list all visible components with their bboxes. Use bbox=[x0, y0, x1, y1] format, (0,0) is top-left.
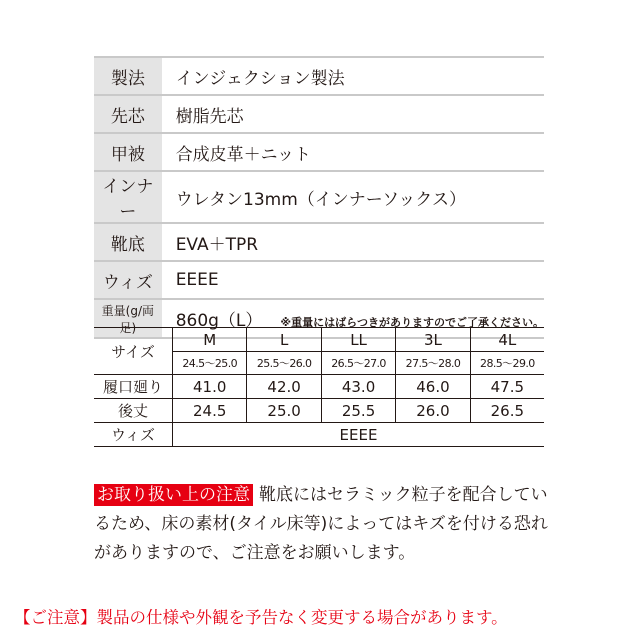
table-cell: 47.5 bbox=[470, 375, 544, 399]
spec-value: 合成皮革＋ニット bbox=[162, 133, 544, 171]
row-label: 履口廻り bbox=[94, 375, 173, 399]
weight-note: ※重量にはばらつきがありますのでご了承ください。 bbox=[280, 316, 544, 330]
size-table bbox=[94, 327, 544, 447]
spec-label: インナー bbox=[94, 171, 162, 223]
size-range: 25.5〜26.0 bbox=[247, 352, 321, 375]
table-cell: 24.5 bbox=[173, 399, 247, 423]
table-cell: 41.0 bbox=[173, 375, 247, 399]
spec-value: ウレタン13mm（インナーソックス） bbox=[162, 171, 544, 223]
size-name: 4L bbox=[470, 328, 544, 352]
table-cell: 42.0 bbox=[247, 375, 321, 399]
caution-tag: お取り扱い上の注意 bbox=[94, 484, 253, 506]
table-row bbox=[94, 375, 544, 399]
table-cell: 25.0 bbox=[247, 399, 321, 423]
spec-table bbox=[94, 56, 544, 339]
spec-value: EVA＋TPR bbox=[162, 223, 544, 261]
width-value: EEEE bbox=[173, 423, 545, 447]
spec-row bbox=[94, 57, 544, 95]
spec-value: インジェクション製法 bbox=[162, 57, 544, 95]
size-range: 28.5〜29.0 bbox=[470, 352, 544, 375]
table-cell: 26.5 bbox=[470, 399, 544, 423]
spec-row bbox=[94, 95, 544, 133]
table-cell: 43.0 bbox=[321, 375, 395, 399]
size-range: 24.5〜25.0 bbox=[173, 352, 247, 375]
size-header-label: サイズ bbox=[94, 328, 173, 375]
spec-value: 樹脂先芯 bbox=[162, 95, 544, 133]
table-cell: 25.5 bbox=[321, 399, 395, 423]
table-row bbox=[94, 423, 544, 447]
row-label: 後丈 bbox=[94, 399, 173, 423]
size-name: L bbox=[247, 328, 321, 352]
footer-notice: 【ご注意】製品の仕様や外観を予告なく変更する場合があります。 bbox=[14, 608, 508, 627]
spec-row bbox=[94, 171, 544, 223]
spec-row bbox=[94, 223, 544, 261]
size-name: M bbox=[173, 328, 247, 352]
spec-label: 製法 bbox=[94, 57, 162, 95]
spec-row bbox=[94, 133, 544, 171]
spec-label: 靴底 bbox=[94, 223, 162, 261]
caution-block bbox=[94, 481, 564, 568]
caution-text: 靴底にはセラミック粒子を配合しているため、床の素材(タイル床等)によってはキズを付ける恐れがありますので、ご注意をお願いします。 bbox=[94, 485, 548, 563]
size-header-row bbox=[94, 328, 544, 352]
size-name: LL bbox=[321, 328, 395, 352]
spec-label: 甲被 bbox=[94, 133, 162, 171]
spec-label: ウィズ bbox=[94, 261, 162, 299]
spec-label: 重量(g/両足) bbox=[94, 299, 162, 337]
table-cell: 46.0 bbox=[396, 375, 470, 399]
weight-value: 860g（L） bbox=[175, 311, 263, 332]
size-range: 26.5〜27.0 bbox=[321, 352, 395, 375]
row-label: ウィズ bbox=[94, 423, 173, 447]
spec-label: 先芯 bbox=[94, 95, 162, 133]
table-cell: 26.0 bbox=[396, 399, 470, 423]
spec-row bbox=[94, 261, 544, 299]
size-range: 27.5〜28.0 bbox=[396, 352, 470, 375]
size-name: 3L bbox=[396, 328, 470, 352]
spec-value: EEEE bbox=[162, 261, 544, 299]
table-row bbox=[94, 399, 544, 423]
